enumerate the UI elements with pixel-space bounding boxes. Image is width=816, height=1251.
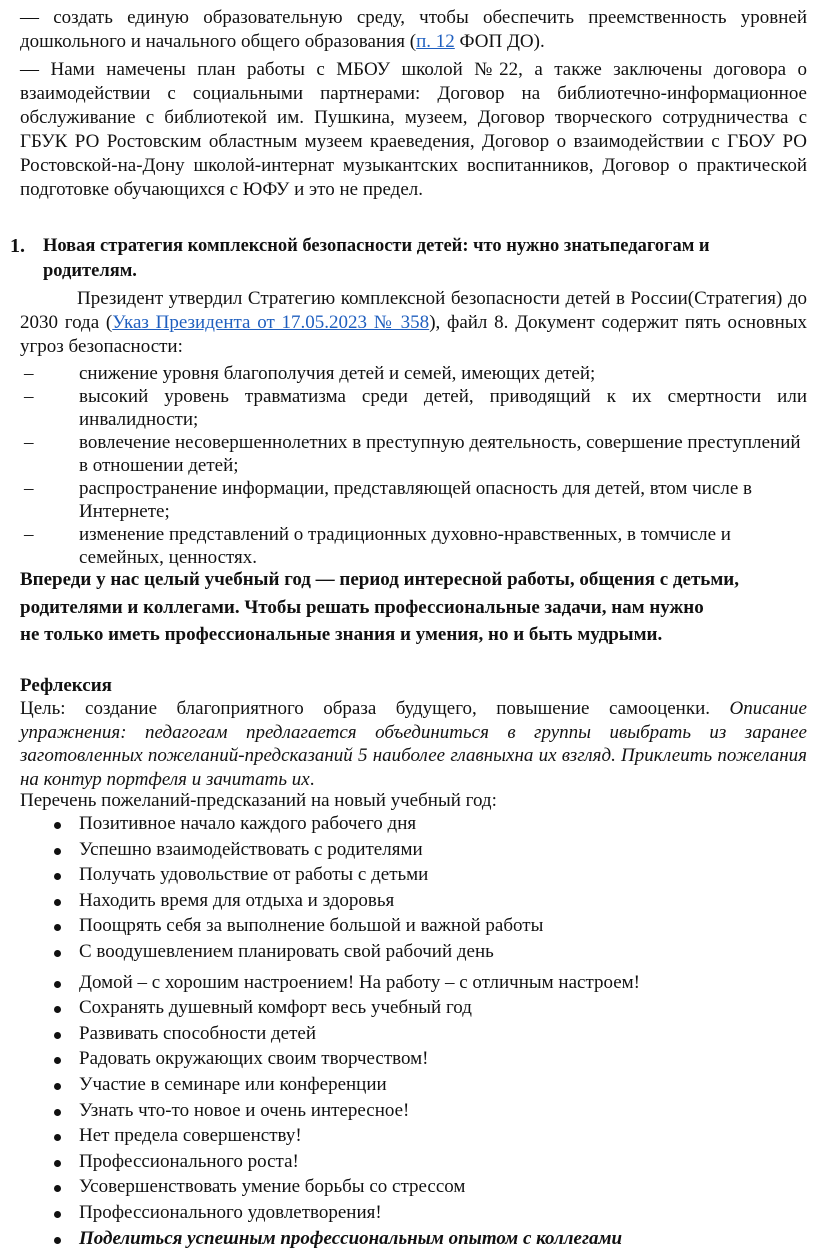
threat-item: [20, 385, 807, 431]
bullet-icon: [54, 899, 61, 906]
wishes-intro: Перечень пожеланий-предсказаний на новый учебный год:: [20, 790, 497, 811]
bullet-icon: [54, 848, 61, 855]
intro-p1-tail: ФОП ДО).: [454, 31, 545, 52]
wish-item: [20, 1226, 807, 1251]
dash-marker: –: [24, 363, 34, 384]
strategy-text: Президент утвердил Стратегию комплексной безопасности детей в России(Стратегия) до 2030 года (: [20, 288, 807, 333]
bullet-icon: [54, 981, 61, 988]
wish-item: [20, 1174, 807, 1200]
wish-text: Успешно взаимодействовать с родителями: [79, 838, 423, 860]
threat-text: вовлечение несовершеннолетних в преступную деятельность, совершение преступлений в отношении детей;: [79, 432, 801, 476]
wish-item: [20, 1149, 807, 1175]
wish-text: Профессионального роста!: [79, 1150, 299, 1172]
intro-p1-text: — создать единую образовательную среду, чтобы обеспечить преемственность уровней дошкольного и начального общего образования (: [20, 7, 807, 52]
intro-paragraph-2: — Нами намечены план работы с МБОУ школой №22, а также заключены договора о взаимодействии с социальными партнерами: Договор на библиотечно-информационное обслуживание с библиотекой им. Пушкина, музеем, Договор творческого сотрудничества с ГБУК РО Ростовским областным музеем краеведения, Договор о взаимодействии с ГБОУ РО Ростовской-на-Дону школой-интернат музыкантских воспитанников, Договор о практической подготовке обучающихся с ЮФУ и это не предел.: [20, 59, 807, 200]
wish-text: Нет предела совершенству!: [79, 1125, 302, 1147]
wish-item: [20, 939, 807, 965]
strategy-tail: ), файл 8. Документ содержит пять основных угроз безопасности:: [20, 312, 808, 357]
bullet-icon: [54, 1032, 61, 1039]
closing-line: не только иметь профессиональные знания и умения, но и быть мудрыми.: [20, 624, 663, 645]
dash-marker: –: [24, 478, 34, 499]
wish-text: Поощрять себя за выполнение большой и важной работы: [79, 915, 544, 937]
threat-text: снижение уровня благополучия детей и семей, имеющих детей;: [79, 363, 596, 384]
threat-text: высокий уровень травматизма среди детей, приводящий к их смертности или инвалидности;: [79, 386, 807, 430]
bullet-icon: [54, 1083, 61, 1090]
decree-link[interactable]: Указ Президента от 17.05.2023 № 358: [112, 312, 430, 333]
wish-text: Домой – с хорошим настроением! На работу – с отличным настроем!: [79, 971, 640, 993]
wish-item: [20, 995, 807, 1021]
intro-paragraph-1: [20, 6, 807, 54]
wish-text: Профессионального удовлетворения!: [79, 1201, 382, 1223]
bullet-icon: [54, 1134, 61, 1141]
closing-statement: [20, 566, 807, 649]
bullet-icon: [54, 1057, 61, 1064]
goal-end: .: [309, 768, 315, 790]
strategy-paragraph: [20, 287, 807, 359]
wish-item: [20, 970, 807, 996]
wish-item: [20, 862, 807, 888]
threat-text: распространение информации, представляющей опасность для детей, втом числе в Интернете;: [79, 478, 752, 522]
wish-text: Радовать окружающих своим творчеством!: [79, 1048, 429, 1070]
wish-text: Развивать способности детей: [79, 1022, 316, 1044]
wish-text: Узнать что-то новое и очень интересное!: [79, 1099, 410, 1121]
reflection-title: Рефлексия: [20, 675, 112, 696]
wish-text: Получать удовольствие от работы с детьми: [79, 864, 429, 886]
closing-line: родителями и коллегами. Чтобы решать профессиональные задачи, нам нужно: [20, 596, 704, 618]
wish-item: [20, 1021, 807, 1047]
dash-marker: –: [24, 386, 34, 407]
wish-text: Участие в семинаре или конференции: [79, 1073, 387, 1095]
wish-item: [20, 1200, 807, 1226]
bullet-icon: [54, 924, 61, 931]
bullet-icon: [54, 1160, 61, 1167]
bullet-icon: [54, 1237, 61, 1244]
bullet-icon: [54, 1185, 61, 1192]
dash-marker: –: [24, 524, 34, 545]
bullet-icon: [54, 1211, 61, 1218]
bullet-icon: [54, 1109, 61, 1116]
wish-item: [20, 1046, 807, 1072]
bullet-icon: [54, 873, 61, 880]
bullet-icon: [54, 822, 61, 829]
goal-text: Цель: создание благоприятного образа будущего, повышение самооценки.: [20, 698, 730, 719]
section-number: 1.: [10, 235, 25, 257]
section-heading: [10, 234, 807, 284]
wish-item: [20, 1072, 807, 1098]
dash-marker: –: [24, 432, 34, 453]
wish-text: Усовершенствовать умение борьбы со стрессом: [79, 1176, 466, 1198]
bullet-icon: [54, 950, 61, 957]
threat-text: изменение представлений о традиционных духовно-нравственных, в томчисле и семейных, ценностях.: [79, 524, 731, 568]
wish-text: Позитивное начало каждого рабочего дня: [79, 813, 417, 834]
threat-item: [20, 523, 807, 569]
wish-item: [20, 811, 807, 837]
threat-item: [20, 431, 807, 477]
section-title: Новая стратегия комплексной безопасности детей: что нужно знатьпедагогам и родителям.: [43, 236, 710, 281]
threat-item: [20, 362, 807, 385]
wish-text: С воодушевлением планировать свой рабочий день: [79, 940, 494, 962]
reflection-goal: [20, 697, 807, 791]
wish-item: [20, 913, 807, 939]
wish-item: [20, 837, 807, 863]
fop-point-link[interactable]: п. 12: [416, 31, 455, 52]
threat-item: [20, 477, 807, 523]
closing-line: Впереди у нас целый учебный год — период интересной работы, общения с детьми,: [20, 569, 739, 590]
wish-item: [20, 1123, 807, 1149]
wishes-list: [20, 811, 807, 1251]
wish-item: [20, 1098, 807, 1124]
wish-text: Поделиться успешным профессиональным опытом с коллегами: [79, 1227, 623, 1249]
wish-text: Сохранять душевный комфорт весь учебный год: [79, 997, 472, 1019]
exercise-description: Описание упражнения: педагогам предлагается объединиться в группы ивыбрать из заранее заготовленных пожеланий-предсказаний 5 наиболее главныхна их взгляд. Приклеить пожелания на контур портфеля и зачитать их: [20, 698, 807, 790]
wish-text: Находить время для отдыха и здоровья: [79, 889, 395, 911]
threats-list: [20, 362, 807, 569]
wish-item: [20, 888, 807, 914]
bullet-icon: [54, 1006, 61, 1013]
